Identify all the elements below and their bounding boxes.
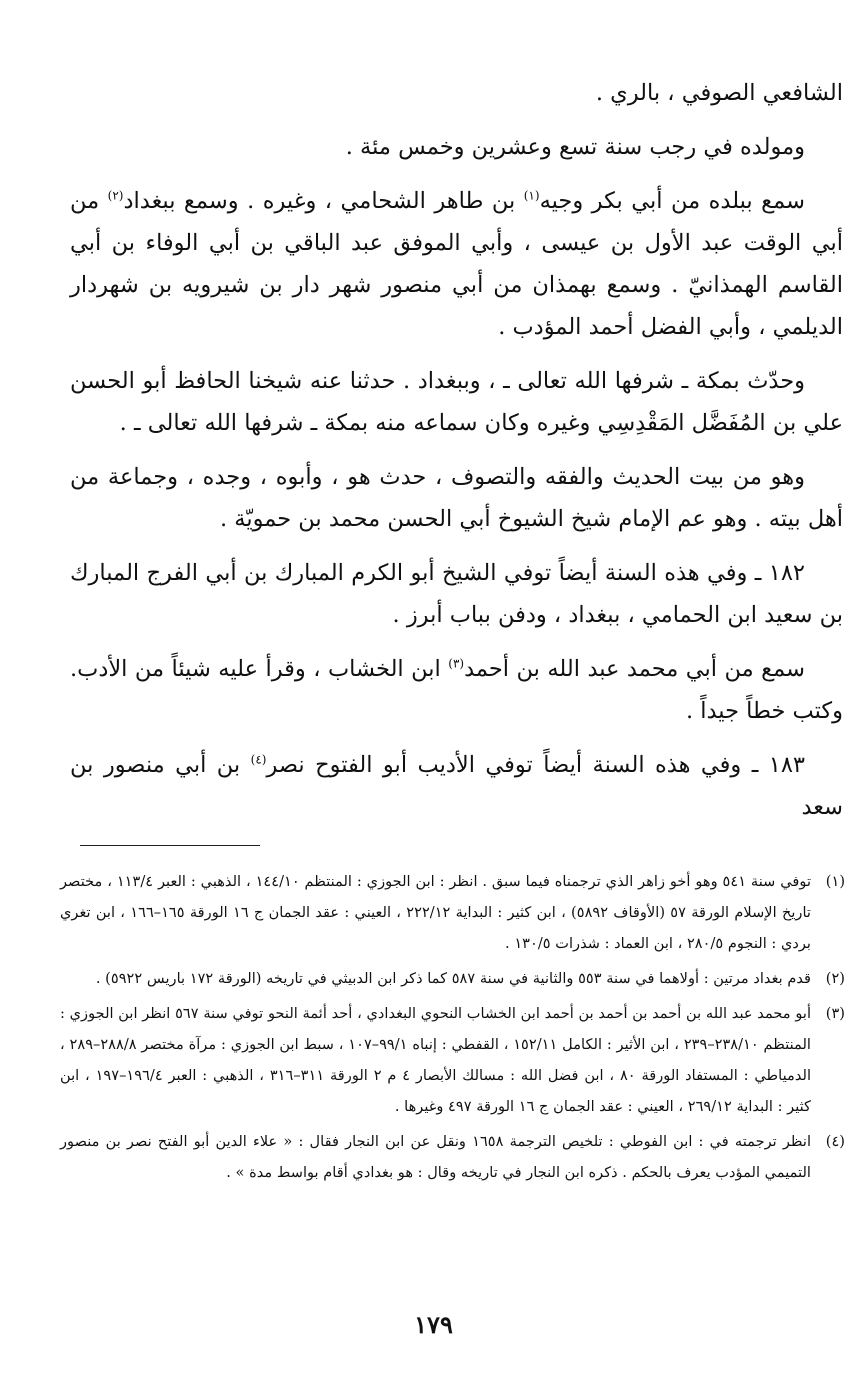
text-run: بن أبي منصور بن سعد bbox=[70, 752, 843, 820]
footnotes bbox=[60, 866, 845, 1192]
footnote-ref: (١) bbox=[523, 188, 540, 203]
footnote-text: توفي سنة ٥٤١ وهو أخو زاهر الذي ترجمناه فيما سبق . انظر : ابن الجوزي : المنتظم ١٤٤/١٠ ، الذهبي : العبر ١١٣/٤ ، مختصر تاريخ الإسلام الورقة ٥٧ (الأوقاف ٥٨٩٢) ، ابن كثير : البداية ٢٢٢/١٢ ، العيني : عقد الجمان ج ١٦ الورقة ١٦٥–١٦٦ ، ابن تغري بردي : النجوم ٢٨٠/٥ ، ابن العماد : شذرات ١٣٠/٥ . bbox=[60, 873, 812, 952]
entry-paragraph: ١٨٢ ـ وفي هذه السنة أيضاً توفي الشيخ أبو الكرم المبارك بن أبي الفرج المبارك بن سعيد ابن الحمامي ، ببغداد ، ودفن بباب أبرز . bbox=[70, 560, 843, 628]
footnote-number: (٢) bbox=[825, 970, 845, 987]
footnote bbox=[60, 963, 845, 994]
footnote bbox=[60, 998, 845, 1122]
page-number: ١٧٩ bbox=[414, 1310, 453, 1339]
text-run: ابن الخشاب ، وقرأ عليه شيئاً من الأدب. وكتب خطاً جيداً . bbox=[70, 656, 843, 724]
footnote bbox=[60, 866, 845, 959]
footnote-ref: (٤) bbox=[250, 752, 267, 767]
footnote-divider bbox=[80, 845, 260, 846]
footnote-number: (١) bbox=[825, 873, 846, 890]
entry-paragraph bbox=[70, 744, 843, 828]
text-run: من أبي الوقت عبد الأول بن عيسى ، وأبي الموفق عبد الباقي بن أبي الوفاء بن أبي القاسم الهمذانيّ . وسمع بهمذان من أبي منصور شهر دار بن شيرويه بن شهردار الديلمي ، وأبي الفضل أحمد المؤدب . bbox=[70, 188, 843, 340]
footnote-ref: (٢) bbox=[107, 188, 124, 203]
footnote-text: انظر ترجمته في : ابن الفوطي : تلخيص الترجمة ١٦٥٨ ونقل عن ابن النجار فقال : « علاء الدين أبو الفتح نصر بن منصور التميمي المؤدب يعرف بالحكم . ذكره ابن النجار في تاريخه وقال : هو بغدادي أقام بواسط مدة » . bbox=[60, 1133, 811, 1181]
paragraph: ومولده في رجب سنة تسع وعشرين وخمس مئة . bbox=[345, 134, 805, 160]
paragraph: الشافعي الصوفي ، بالري . bbox=[595, 80, 843, 106]
footnote bbox=[60, 1126, 845, 1188]
footnote-ref: (٣) bbox=[448, 656, 465, 671]
text-run: ١٨٣ ـ وفي هذه السنة أيضاً توفي الأديب أبو الفتوح نصر bbox=[266, 752, 805, 778]
main-text bbox=[70, 72, 843, 840]
paragraph: وحدّث بمكة ـ شرفها الله تعالى ـ ، وببغداد . حدثنا عنه شيخنا الحافظ أبو الحسن علي بن المُفَضَّل المَقْدِسِي وغيره وكان سماعه منه بمكة ـ شرفها الله تعالى ـ . bbox=[70, 368, 843, 436]
text-run: سمع ببلده من أبي بكر وجيه bbox=[539, 188, 805, 214]
paragraph bbox=[70, 180, 843, 348]
footnote-text: أبو محمد عبد الله بن أحمد بن أحمد بن أحمد ابن الخشاب النحوي البغدادي ، أحد أئمة النحو توفي سنة ٥٦٧ انظر ابن الجوزي : المنتظم ٢٣٨/١٠–٢٣٩ ، ابن الأثير : الكامل ١٥٢/١١ ، القفطي : إنباه ٩٩/١–١٠٧ ، سبط ابن الجوزي : مرآة مختصر ٢٨٨/٨–٢٨٩ ، الدمياطي : المستفاد الورقة ٨٠ ، ابن فضل الله : مسالك الأبصار ٤ م ٢ الورقة ٣١١–٣١٦ ، الذهبي : العبر ١٩٦/٤–١٩٧ ، ابن كثير : البداية ٢٦٩/١٢ ، العيني : عقد الجمان ج ١٦ الورقة ٤٩٧ وغيرها . bbox=[60, 1005, 812, 1115]
text-run: بن طاهر الشحامي ، وغيره . وسمع ببغداد bbox=[123, 188, 524, 214]
text-run: سمع من أبي محمد عبد الله بن أحمد bbox=[464, 656, 805, 682]
paragraph bbox=[70, 648, 843, 732]
footnote-number: (٣) bbox=[825, 1005, 845, 1022]
footnote-number: (٤) bbox=[825, 1133, 845, 1150]
paragraph: وهو من بيت الحديث والفقه والتصوف ، حدث هو ، وأبوه ، وجده ، وجماعة من أهل بيته . وهو عم الإمام شيخ الشيوخ أبي الحسن محمد بن حمويّة . bbox=[70, 464, 843, 532]
footnote-text: قدم بغداد مرتين : أولاهما في سنة ٥٥٣ والثانية في سنة ٥٨٧ كما ذكر ابن الدبيثي في تاريخه (الورقة ١٧٢ باريس ٥٩٢٢) . bbox=[95, 970, 811, 987]
